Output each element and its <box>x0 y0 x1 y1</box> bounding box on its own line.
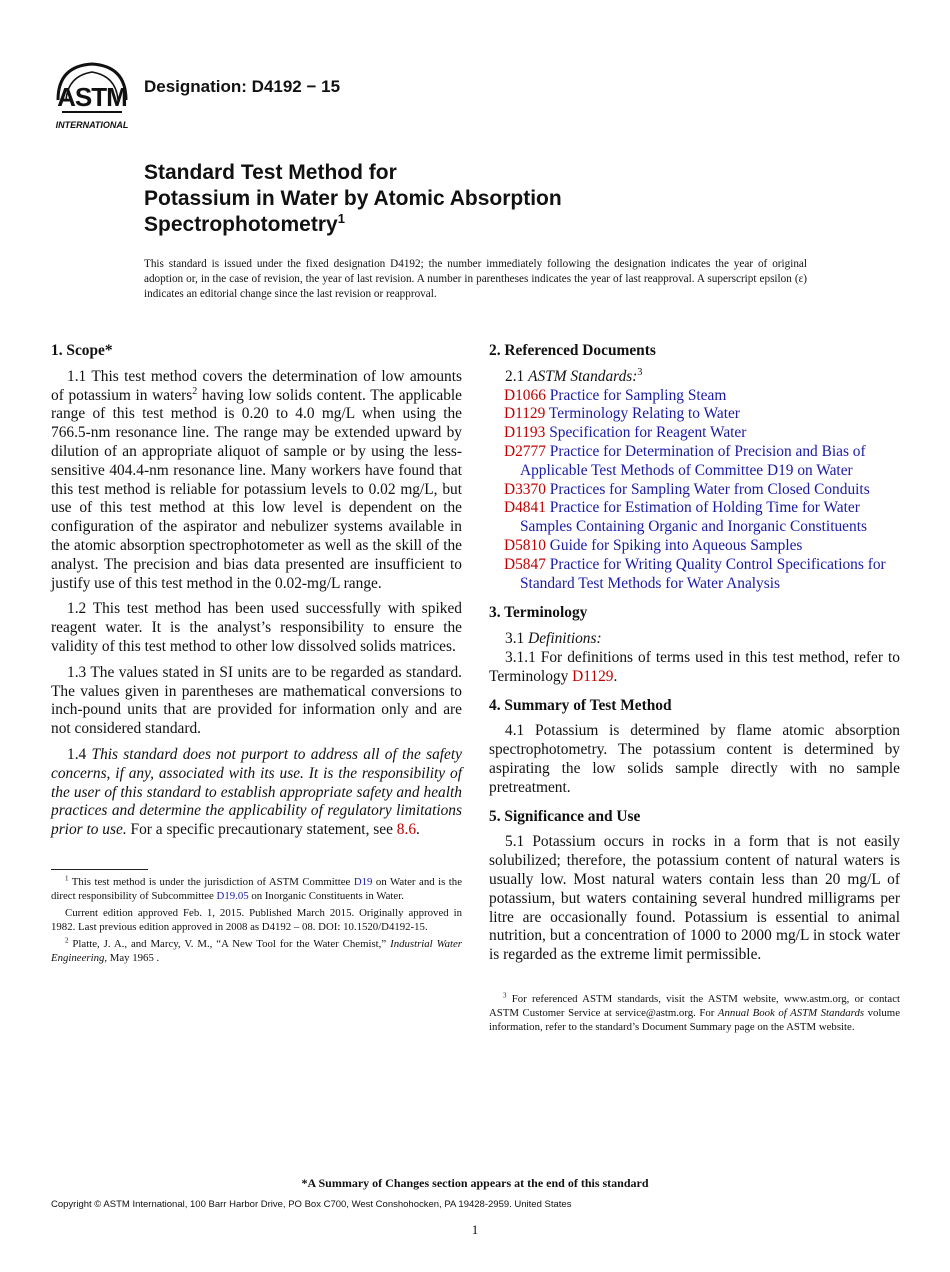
left-column <box>51 342 462 968</box>
reference-code-link[interactable]: D3370 <box>504 480 546 498</box>
reference-item <box>489 537 900 556</box>
footnote-3: $^3$ For referenced ASTM standards, visit the ASTM website, www.astm.org, or contact ASTM Customer Service at service@astm.org. For Annual Book of ASTM Standards volume information, refer to the standard’s Document Summary page on the ASTM website. <box>489 991 900 1033</box>
paragraph-3-1-1: 3.1.1 For definitions of terms used in this test method, refer to Terminology D1129. <box>489 648 900 685</box>
paragraph-4-1: 4.1 Potassium is determined by flame atomic absorption spectrophotometry. The potassium content is determined by aspirating the low solids sample directly with no sample pretreatment. <box>489 722 900 796</box>
reference-title-link[interactable]: Practice for Writing Quality Control Specifications for Standard Test Methods for Water Analysis <box>520 555 886 592</box>
paragraph-1-3: 1.3 The values stated in SI units are to be regarded as standard. The values given in parentheses are mathematical conversions to inch-pound units that are provided for information only and are not considered standard. <box>51 663 462 738</box>
reference-code-link[interactable]: D5847 <box>504 555 546 573</box>
reference-title-link[interactable]: Guide for Spiking into Aqueous Samples <box>549 536 803 554</box>
reference-item <box>489 424 900 443</box>
preamble: This standard is issued under the fixed designation D4192; the number immediately following the designation indicates the year of original adoption or, in the case of revision, the year of last revision. A number in parentheses indicates the year of last reapproval. A superscript epsilon (ε) indicates an editorial change since the last revision or reapproval. <box>144 258 807 300</box>
designation: Designation: D4192 − 15 <box>144 77 341 96</box>
paragraph-1-4: 1.4 This standard does not purport to address all of the safety concerns, if any, associated with its use. It is the responsibility of the user of this standard to establish appropriate safety and health practices and determine the applicability of regulatory limitations prior to use. For a specific precautionary statement, see 8.6. <box>51 745 462 839</box>
reference-item <box>489 443 900 481</box>
paragraph-3-1: 3.1 Definitions: <box>505 630 602 648</box>
paragraph-2-1: 2.1 ASTM Standards:$^3$ <box>505 366 643 385</box>
paragraph-1-1: 1.1 This test method covers the determination of low amounts of potassium in waters$^2$ having low solids content. The applicable range of this test method is 0.20 to 4.0 mg/L when using the 766.5-nm resonance line. The range may be extended upward by dilution of an appropriate aliquot of sample or by using the less-sensitive 404.4-nm resonance line. Many workers have found that this test method is reliable for potassium levels to 0.02 mg/L, but use of this test method at this low level is dependent on the configuration of the aspirator and nebulizer systems available in the atomic absorption spectrophotometer as well as the skill of the analyst. The precision and bias data presented are insufficient to justify use of this test method in the 0.02-mg/L range. <box>51 367 462 592</box>
footnote-divider <box>51 869 148 870</box>
astm-logo <box>52 56 136 136</box>
title-line-1: Standard Test Method for <box>144 161 397 184</box>
link-8-6[interactable]: 8.6 <box>396 821 417 839</box>
section-5-heading: 5. Significance and Use <box>489 807 641 825</box>
page-number: 1 <box>471 1222 479 1237</box>
reference-title-link[interactable]: Practice for Estimation of Holding Time for Water Samples Containing Organic and Inorganic Constituents <box>520 499 867 536</box>
link-d19-05[interactable]: D19.05 <box>216 889 249 902</box>
paragraph-1-2: 1.2 This test method has been used successfully with spiked reagent water. It is the analyst’s responsibility to ensure the validity of this test method to other low dissolved solids matrices. <box>51 600 462 655</box>
right-column <box>489 342 900 1037</box>
reference-code-link[interactable]: D1129 <box>504 405 546 423</box>
reference-item <box>489 556 900 594</box>
reference-title-link[interactable]: Terminology Relating to Water <box>548 405 740 423</box>
section-2-heading: 2. Referenced Documents <box>489 342 656 359</box>
reference-code-link[interactable]: D4841 <box>504 499 546 517</box>
document-title <box>144 160 704 238</box>
reference-title-link[interactable]: Practices for Sampling Water from Closed Conduits <box>549 480 870 498</box>
reference-code-link[interactable]: D1066 <box>504 386 546 404</box>
title-line-2: Potassium in Water by Atomic Absorption <box>144 187 562 210</box>
reference-item <box>489 499 900 537</box>
logo-text-top: ASTM <box>57 82 127 112</box>
link-d19[interactable]: D19 <box>353 875 373 888</box>
title-line-3 <box>144 212 704 238</box>
reference-item <box>489 481 900 500</box>
logo-text-bottom: INTERNATIONAL <box>55 120 129 130</box>
reference-code-link[interactable]: D2777 <box>504 442 546 460</box>
summary-of-changes-note: *A Summary of Changes section appears at the end of this standard <box>301 1176 649 1190</box>
footnote-2: $^2$ Platte, J. A., and Marcy, V. M., “A New Tool for the Water Chemist,” Industrial Water Engineering, May 1965 . <box>51 936 462 964</box>
title-line-3-text: Spectrophotometry <box>144 213 338 236</box>
link-d1129[interactable]: D1129 <box>572 667 614 685</box>
reference-code-link[interactable]: D5810 <box>504 536 546 554</box>
reference-title-link[interactable]: Practice for Determination of Precision and Bias of Applicable Test Methods of Committee D19 on Water <box>520 442 866 479</box>
reference-title-link[interactable]: Practice for Sampling Steam <box>549 386 727 404</box>
section-3-heading: 3. Terminology <box>489 604 588 622</box>
footnote-1-edition: Current edition approved Feb. 1, 2015. Published March 2015. Originally approved in 1982. Last previous edition approved in 2008 as D4192 – 08. DOI: 10.1520/D4192-15. <box>51 906 462 933</box>
copyright: Copyright © ASTM International, 100 Barr Harbor Drive, PO Box C700, West Conshohocken, PA 19428-2959. United States <box>51 1199 572 1210</box>
reference-item <box>489 387 900 406</box>
reference-title-link[interactable]: Specification for Reagent Water <box>549 424 747 442</box>
reference-code-link[interactable]: D1193 <box>504 424 546 442</box>
footnote-1: $^1$ This test method is under the jurisdiction of ASTM Committee D19 on Water and is the direct responsibility of Subcommittee D19.05 on Inorganic Constituents in Water. <box>51 874 462 902</box>
reference-list <box>489 387 900 594</box>
section-1-heading: 1. Scope* <box>51 342 113 359</box>
section-4-heading: 4. Summary of Test Method <box>489 696 672 714</box>
reference-item <box>489 405 900 424</box>
title-footnote-mark: 1 <box>337 211 345 226</box>
astm-logo-icon <box>52 56 136 136</box>
paragraph-5-1: 5.1 Potassium occurs in rocks in a form that is not easily solubilized; therefore, the potassium content of natural waters is usually low. Most natural waters contain less than 20 mg/L of potassium, but waters containing several hundred milligrams per litre are occasionally found. Potassium is essential to animal nutrition, but a concentration of 1000 to 2000 mg/L in stock water is regarded as the extreme limit permissible. <box>489 833 900 964</box>
